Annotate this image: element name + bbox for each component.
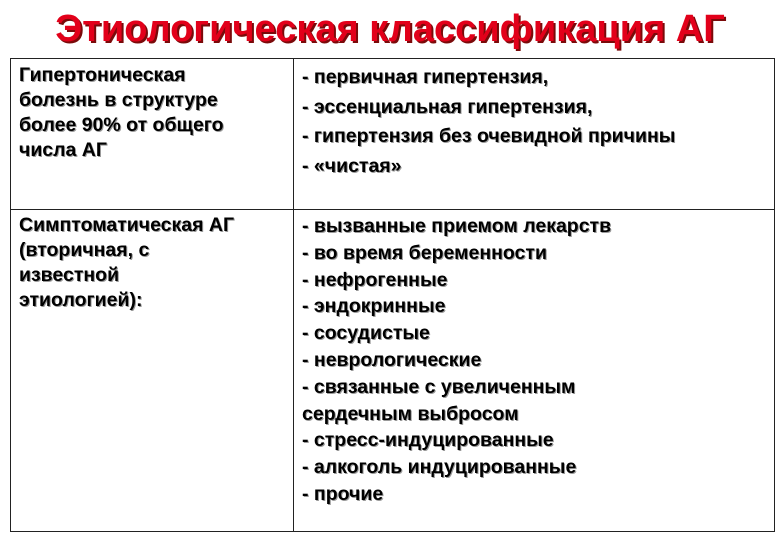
table-column-divider — [293, 58, 294, 532]
list-item: сердечным выбросом — [302, 402, 519, 425]
list-item: - вызванные приемом лекарств — [302, 215, 612, 237]
list-item: - первичная гипертензия, — [302, 66, 549, 88]
slide-title: Этиологическая классификация АГ — [55, 8, 725, 50]
list-item: - неврологические — [302, 348, 482, 371]
list-item: - нефрогенные — [302, 268, 448, 291]
list-item: - эндокринные — [302, 295, 446, 318]
list-item: - «чистая» — [302, 154, 402, 177]
category-text-line: более 90% от общего — [19, 114, 224, 136]
primary-hypertension-synonyms — [302, 63, 770, 181]
table-row-divider — [10, 209, 775, 210]
category-text-line: болезнь в структуре — [19, 89, 218, 111]
category-text-line: известной — [19, 264, 120, 286]
category-text-line: (вторичная, с — [19, 239, 150, 261]
list-item: - стресс-индуцированные — [302, 429, 554, 452]
category-text-line: Гипертоническая — [19, 64, 186, 86]
primary-hypertension-category — [19, 63, 289, 163]
list-item: - гипертензия без очевидной причины — [302, 125, 676, 147]
list-item: - алкоголь индуцированные — [302, 456, 577, 479]
category-text-line: этиологией): — [19, 289, 143, 311]
list-item: - прочие — [302, 482, 384, 505]
list-item: - связанные с увеличенным — [302, 375, 576, 398]
list-item: - эссенциальная гипертензия, — [302, 95, 593, 118]
secondary-hypertension-types — [302, 213, 770, 508]
category-text-line: числа АГ — [19, 139, 107, 161]
list-item: - сосудистые — [302, 322, 430, 345]
category-text-line: Симптоматическая АГ — [19, 214, 235, 236]
list-item: - во время беременности — [302, 241, 547, 264]
secondary-hypertension-category — [19, 213, 289, 313]
